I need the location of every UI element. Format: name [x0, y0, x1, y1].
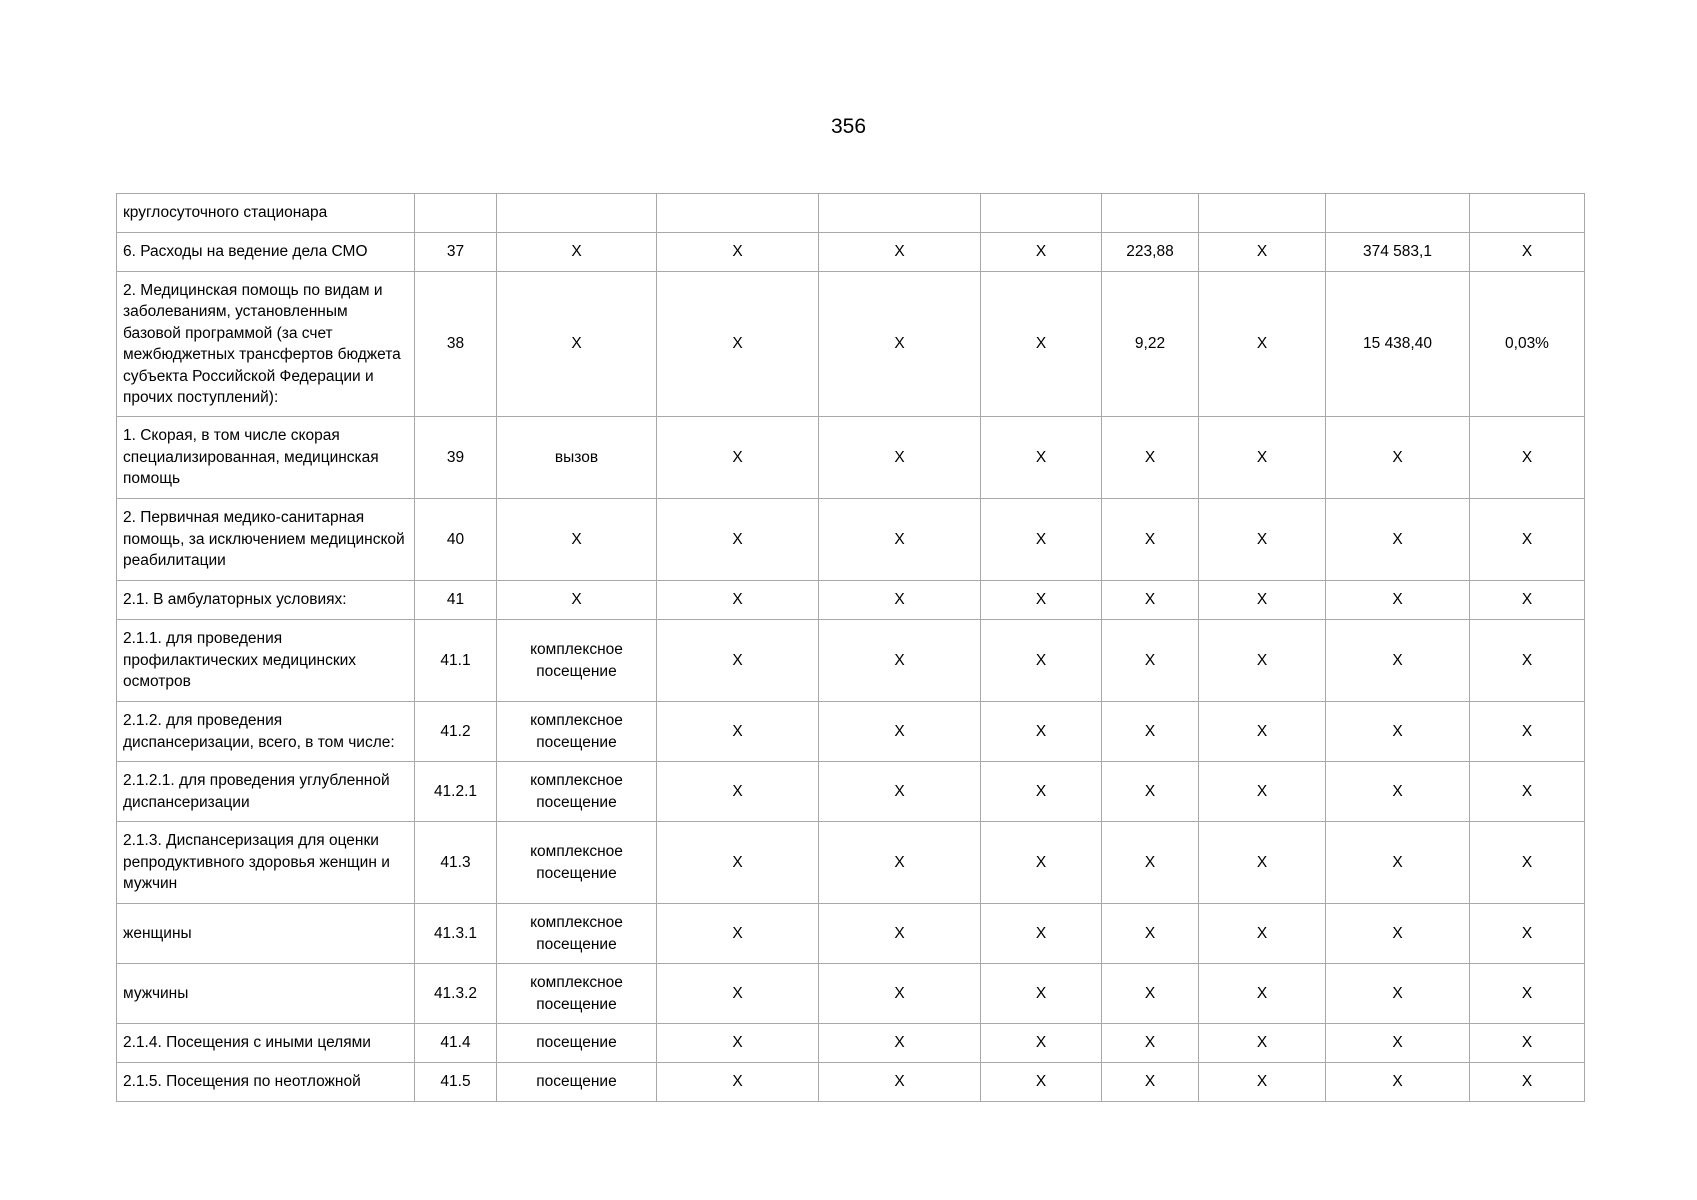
table-cell: X — [657, 417, 819, 499]
table-row — [117, 762, 1585, 822]
table-cell: X — [1199, 1024, 1326, 1063]
row-name-cell: женщины — [117, 904, 415, 964]
table-cell — [657, 194, 819, 233]
table-cell: комплексное посещение — [497, 702, 657, 762]
row-name-cell: 2.1.1. для проведения профилактических медицинских осмотров — [117, 620, 415, 702]
row-number-cell — [415, 194, 497, 233]
table-cell: X — [1326, 904, 1470, 964]
row-number-cell: 41.3.1 — [415, 904, 497, 964]
table-cell: X — [1326, 499, 1470, 581]
table-cell: комплексное посещение — [497, 964, 657, 1024]
table-cell: X — [1102, 762, 1199, 822]
table-cell: X — [1199, 702, 1326, 762]
table-row — [117, 702, 1585, 762]
table-cell: X — [1326, 702, 1470, 762]
table-cell — [819, 194, 981, 233]
table-cell: X — [819, 904, 981, 964]
table-cell: посещение — [497, 1063, 657, 1102]
table-cell: X — [819, 581, 981, 620]
row-name-cell: 2. Медицинская помощь по видам и заболеваниям, установленным базовой программой (за счет межбюджетных трансфертов бюджета субъекта Российской Федерации и прочих поступлений): — [117, 272, 415, 417]
table-row — [117, 1024, 1585, 1063]
row-number-cell: 41.1 — [415, 620, 497, 702]
table-cell: посещение — [497, 1024, 657, 1063]
table-cell: X — [657, 1063, 819, 1102]
row-name-cell: 2.1.2.1. для проведения углубленной диспансеризации — [117, 762, 415, 822]
table-cell: X — [657, 822, 819, 904]
table-row — [117, 194, 1585, 233]
table-cell: X — [819, 762, 981, 822]
table-row — [117, 964, 1585, 1024]
table-cell: комплексное посещение — [497, 620, 657, 702]
table-cell: X — [657, 581, 819, 620]
table-cell: X — [1326, 1024, 1470, 1063]
row-number-cell: 40 — [415, 499, 497, 581]
table-cell: X — [1102, 964, 1199, 1024]
table-cell: X — [657, 762, 819, 822]
table-cell: X — [981, 964, 1102, 1024]
table-cell: комплексное посещение — [497, 762, 657, 822]
table-cell — [1102, 194, 1199, 233]
table-cell: X — [819, 417, 981, 499]
table-cell: X — [497, 499, 657, 581]
table-cell: X — [981, 581, 1102, 620]
row-name-cell: 2.1.4. Посещения с иными целями — [117, 1024, 415, 1063]
row-name-cell: 2.1.5. Посещения по неотложной — [117, 1063, 415, 1102]
table-cell: X — [1470, 702, 1585, 762]
table-row — [117, 822, 1585, 904]
table-cell: X — [1199, 499, 1326, 581]
table-cell: X — [981, 1024, 1102, 1063]
table-cell: X — [981, 822, 1102, 904]
table-cell: X — [1199, 1063, 1326, 1102]
table-cell: X — [981, 499, 1102, 581]
table-cell: X — [819, 822, 981, 904]
table-cell: X — [1102, 904, 1199, 964]
table-cell: вызов — [497, 417, 657, 499]
table-cell: X — [1102, 702, 1199, 762]
table-cell: X — [1326, 620, 1470, 702]
table-cell: X — [1470, 581, 1585, 620]
row-number-cell: 37 — [415, 233, 497, 272]
table-cell: X — [1102, 1024, 1199, 1063]
row-number-cell: 41 — [415, 581, 497, 620]
row-name-cell: 6. Расходы на ведение дела СМО — [117, 233, 415, 272]
table-cell: X — [819, 1063, 981, 1102]
table-cell: X — [1199, 964, 1326, 1024]
table-cell: X — [1199, 822, 1326, 904]
row-number-cell: 41.3.2 — [415, 964, 497, 1024]
row-name-cell: круглосуточного стационара — [117, 194, 415, 233]
row-name-cell: 2.1.2. для проведения диспансеризации, всего, в том числе: — [117, 702, 415, 762]
table-row — [117, 272, 1585, 417]
table-cell: X — [657, 702, 819, 762]
table-cell: X — [1199, 620, 1326, 702]
table-cell: X — [1470, 904, 1585, 964]
table-cell: X — [1470, 233, 1585, 272]
table-cell: 223,88 — [1102, 233, 1199, 272]
row-name-cell: 2. Первичная медико-санитарная помощь, за исключением медицинской реабилитации — [117, 499, 415, 581]
table-cell: X — [657, 964, 819, 1024]
table-cell: X — [497, 581, 657, 620]
row-name-cell: 1. Скорая, в том числе скорая специализированная, медицинская помощь — [117, 417, 415, 499]
table-cell: X — [981, 233, 1102, 272]
table-cell: X — [1199, 904, 1326, 964]
table-cell — [497, 194, 657, 233]
table-cell: X — [1326, 762, 1470, 822]
table-cell: X — [819, 272, 981, 417]
table-cell: X — [1102, 620, 1199, 702]
table-cell: X — [1102, 581, 1199, 620]
row-number-cell: 41.5 — [415, 1063, 497, 1102]
table-cell: X — [1470, 822, 1585, 904]
table-cell: X — [981, 904, 1102, 964]
table-row — [117, 1063, 1585, 1102]
table-cell — [1326, 194, 1470, 233]
table-cell: X — [657, 233, 819, 272]
table-row — [117, 904, 1585, 964]
row-name-cell: мужчины — [117, 964, 415, 1024]
table-cell: X — [657, 620, 819, 702]
table-cell: X — [1470, 1063, 1585, 1102]
table-cell — [1199, 194, 1326, 233]
row-name-cell: 2.1.3. Диспансеризация для оценки репродуктивного здоровья женщин и мужчин — [117, 822, 415, 904]
table-cell: X — [1199, 762, 1326, 822]
table-cell: X — [819, 964, 981, 1024]
table-cell: X — [1199, 417, 1326, 499]
table-cell: 0,03% — [1470, 272, 1585, 417]
table-cell: 374 583,1 — [1326, 233, 1470, 272]
table-cell: X — [981, 702, 1102, 762]
table-cell: X — [1199, 272, 1326, 417]
row-number-cell: 41.2.1 — [415, 762, 497, 822]
table-cell: X — [981, 417, 1102, 499]
table-cell: X — [657, 904, 819, 964]
row-number-cell: 41.4 — [415, 1024, 497, 1063]
table-cell: X — [1326, 964, 1470, 1024]
table-cell: X — [981, 620, 1102, 702]
table-cell: X — [819, 233, 981, 272]
table-cell: X — [1470, 964, 1585, 1024]
table-cell: X — [497, 272, 657, 417]
table-cell: X — [819, 499, 981, 581]
table-cell: X — [657, 499, 819, 581]
table-cell: комплексное посещение — [497, 822, 657, 904]
table-cell: X — [819, 1024, 981, 1063]
row-number-cell: 41.2 — [415, 702, 497, 762]
row-number-cell: 41.3 — [415, 822, 497, 904]
table-cell: X — [1470, 499, 1585, 581]
table-cell: X — [1470, 417, 1585, 499]
table-row — [117, 499, 1585, 581]
table-cell: X — [1102, 1063, 1199, 1102]
row-name-cell: 2.1. В амбулаторных условиях: — [117, 581, 415, 620]
table-row — [117, 233, 1585, 272]
table-cell: X — [1102, 417, 1199, 499]
table-cell: X — [657, 272, 819, 417]
table-cell: X — [981, 1063, 1102, 1102]
table-cell: X — [1199, 581, 1326, 620]
table-cell: X — [1199, 233, 1326, 272]
table-cell: X — [1470, 762, 1585, 822]
table-cell: X — [1326, 822, 1470, 904]
table-row — [117, 417, 1585, 499]
table-cell — [1470, 194, 1585, 233]
table-cell: X — [819, 702, 981, 762]
page-number: 356 — [830, 115, 867, 138]
row-number-cell: 39 — [415, 417, 497, 499]
table-cell: X — [1470, 620, 1585, 702]
table-cell — [981, 194, 1102, 233]
table-cell: комплексное посещение — [497, 904, 657, 964]
row-number-cell: 38 — [415, 272, 497, 417]
table-row — [117, 620, 1585, 702]
table-cell: X — [1326, 417, 1470, 499]
table-cell: X — [981, 272, 1102, 417]
table-cell: X — [497, 233, 657, 272]
table-cell: X — [1102, 822, 1199, 904]
table-cell: X — [657, 1024, 819, 1063]
table-row — [117, 581, 1585, 620]
table-cell: X — [1102, 499, 1199, 581]
table-body — [117, 194, 1585, 1102]
table-cell: X — [1326, 581, 1470, 620]
table-cell: X — [1326, 1063, 1470, 1102]
table-cell: 15 438,40 — [1326, 272, 1470, 417]
table-cell: 9,22 — [1102, 272, 1199, 417]
table-cell: X — [1470, 1024, 1585, 1063]
table-cell: X — [981, 762, 1102, 822]
table-cell: X — [819, 620, 981, 702]
data-table — [116, 193, 1585, 1102]
